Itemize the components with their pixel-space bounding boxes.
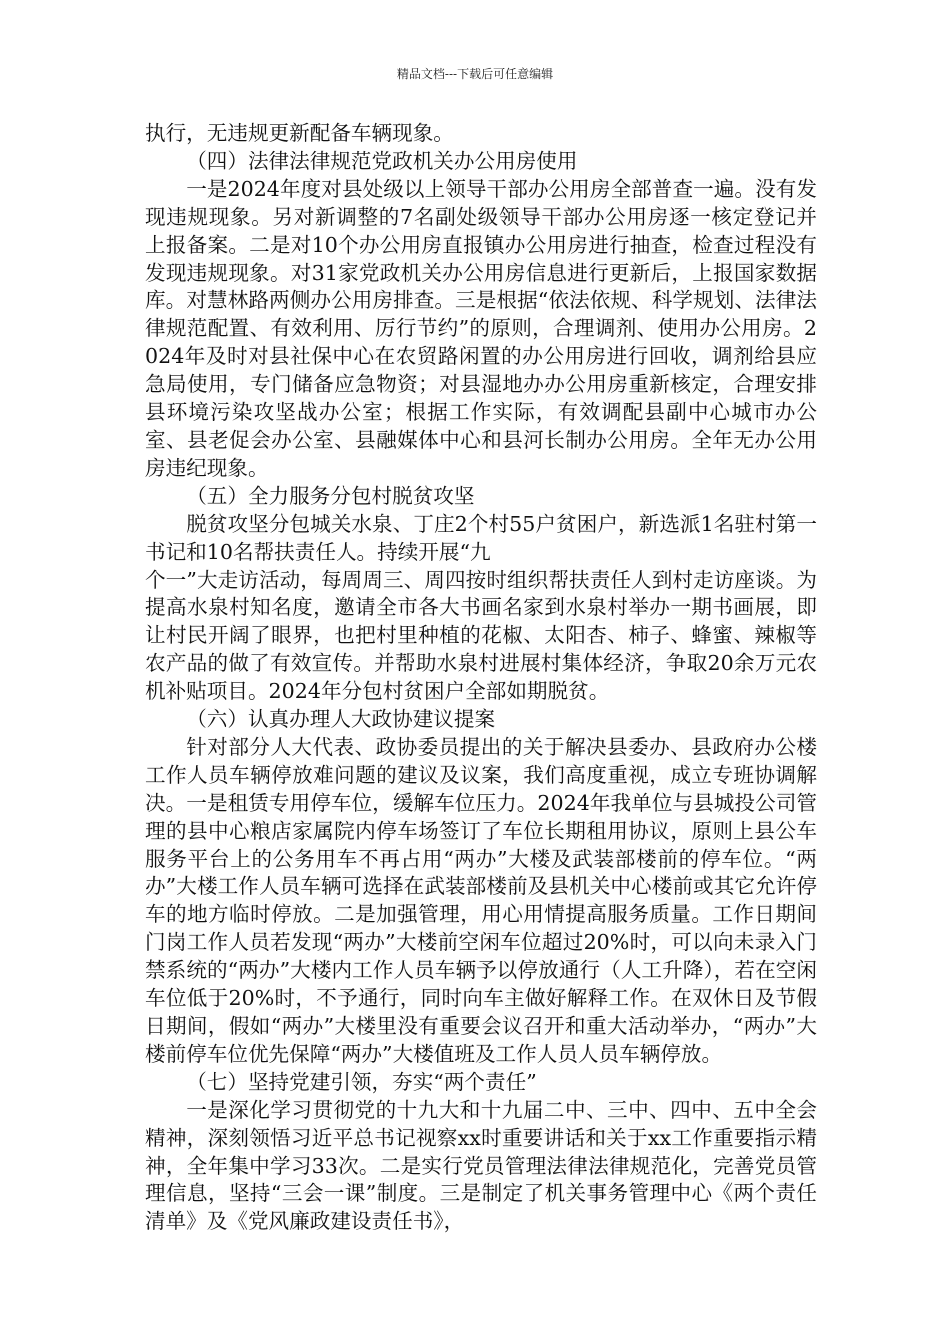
page-header: 精品文档---下载后可任意编辑 bbox=[396, 67, 554, 81]
body-paragraph: 针对部分人大代表、政协委员提出的关于解决县委办、县政府办公楼工作人员车辆停放难问题的建议及议案，我们高度重视，成立专班协调解决。一是租赁专用停车位，缓解车位压力。2024年我单位与县城投公司管理的县中心粮店家属院内停车场签订了车位长期租用协议，原则上县公车服务平台上的公务用车不再占用“两办”大楼及武装部楼前的停车位。“两办”大楼工作人员车辆可选择在武装部楼前及县机关中心楼前或其它允许停车的地方临时停放。二是加强管理，用心用情提高服务质量。工作日期间门岗工作人员若发现“两办”大楼前空闲车位超过20%时，可以向未录入门禁系统的“两办”大楼内工作人员车辆予以停放通行（人工升降），若在空闲车位低于20%时，不予通行，同时向车主做好解释工作。在双休日及节假日期间，假如“两办”大楼里没有重要会议召开和重大活动举办，“两办”大楼前停车位优先保障“两办”大楼值班及工作人员人员车辆停放。 bbox=[145, 734, 817, 1066]
body-paragraph: 执行，无违规更新配备车辆现象。 bbox=[145, 121, 454, 145]
body-paragraph: 脱贫攻坚分包城关水泉、丁庄2个村55户贫困户，新选派1名驻村第一书记和10名帮扶责任人。持续开展“九 bbox=[145, 511, 817, 564]
document-body bbox=[145, 120, 817, 1236]
section-heading: （五）全力服务分包村脱贫攻坚 bbox=[186, 483, 475, 508]
body-paragraph: 个一”大走访活动，每周周三、周四按时组织帮扶责任人到村走访座谈。为提高水泉村知名度，邀请全市各大书画名家到水泉村举办一期书画展，即让村民开阔了眼界，也把村里种植的花椒、太阳杏、柿子、蜂蜜、辣椒等农产品的做了有效宣传。并帮助水泉村进展村集体经济，争取20余万元农机补贴项目。2024年分包村贫困户全部如期脱贫。 bbox=[145, 567, 817, 704]
section-heading: （四）法律法律规范党政机关办公用房使用 bbox=[186, 148, 578, 173]
section-heading: （六）认真办理人大政协建议提案 bbox=[186, 707, 496, 732]
body-paragraph: 一是深化学习贯彻党的十九大和十九届二中、三中、四中、五中全会精神，深刻领悟习近平总书记视察xx时重要讲话和关于xx工作重要指示精神，全年集中学习33次。二是实行党员管理法律法律规范化，完善党员管理信息，坚持“三会一课”制度。三是制定了机关事务管理中心《两个责任清单》及《党风廉政建设责任书》， bbox=[145, 1097, 817, 1234]
section-heading: （七）坚持党建引领，夯实“两个责任” bbox=[186, 1069, 537, 1094]
body-paragraph: 一是2024年度对县处级以上领导干部办公用房全部普查一遍。没有发现违规现象。另对新调整的7名副处级领导干部办公用房逐一核定登记并上报备案。二是对10个办公用房直报镇办公用房进行抽查，检查过程没有发现违规现象。对31家党政机关办公用房信息进行更新后，上报国家数据库。对慧林路两侧办公用房排查。三是根据“依法依规、科学规划、法律法律规范配置、有效利用、厉行节约”的原则，合理调剂、使用办公用房。2024年及时对县社保中心在农贸路闲置的办公用房进行回收，调剂给县应急局使用，专门储备应急物资；对县湿地办办公用房重新核定，合理安排县环境污染攻坚战办公室；根据工作实际，有效调配县副中心城市办公室、县老促会办公室、县融媒体中心和县河长制办公用房。全年无办公用房违纪现象。 bbox=[145, 176, 817, 480]
